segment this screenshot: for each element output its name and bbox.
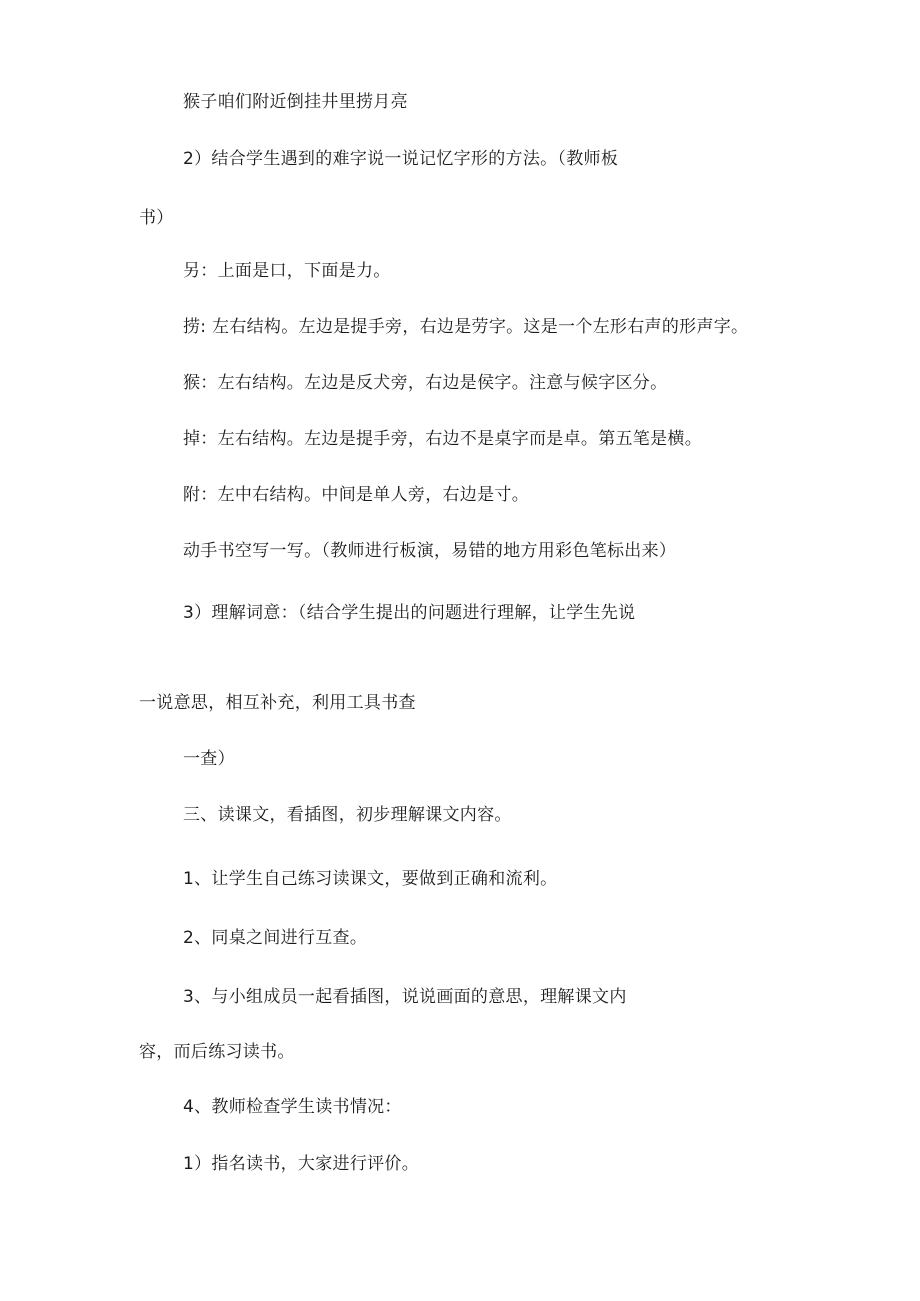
text-line-7: 掉：左右结构。左边是提手旁，右边不是桌字而是卓。第五笔是横。 bbox=[183, 429, 702, 449]
text-line-5: 捞: 左右结构。左边是提手旁，右边是劳字。这是一个左形右声的形声字。 bbox=[183, 317, 749, 337]
text-line-10: 3）理解词意：（结合学生提出的问题进行理解，让学生先说 bbox=[183, 603, 636, 623]
text-line-2: 2）结合学生遇到的难字说一说记忆字形的方法。（教师板 bbox=[183, 149, 619, 169]
text-line-1: 猴子咱们附近倒挂井里捞月亮 bbox=[183, 92, 408, 112]
text-line-12: 一查） bbox=[183, 749, 235, 769]
text-line-9: 动手书空写一写。（教师进行板演，易错的地方用彩色笔标出来） bbox=[183, 541, 677, 561]
text-line-3: 书） bbox=[139, 208, 174, 228]
text-line-18: 4、教师检查学生读书情况： bbox=[183, 1097, 402, 1117]
text-line-11: 一说意思，相互补充，利用工具书查 bbox=[139, 693, 416, 713]
text-line-14: 1、让学生自己练习读课文，要做到正确和流利。 bbox=[183, 869, 558, 889]
text-line-15: 2、同桌之间进行互查。 bbox=[183, 928, 368, 948]
text-line-13: 三、读课文，看插图，初步理解课文内容。 bbox=[183, 805, 512, 825]
text-line-4: 另：上面是口，下面是力。 bbox=[183, 261, 391, 281]
text-line-19: 1）指名读书，大家进行评价。 bbox=[183, 1154, 420, 1174]
text-line-8: 附：左中右结构。中间是单人旁，右边是寸。 bbox=[183, 485, 529, 505]
text-line-17: 容，而后练习读书。 bbox=[139, 1042, 295, 1062]
text-line-16: 3、与小组成员一起看插图，说说画面的意思，理解课文内 bbox=[183, 987, 627, 1007]
text-line-6: 猴：左右结构。左边是反犬旁，右边是侯字。注意与候字区分。 bbox=[183, 373, 668, 393]
